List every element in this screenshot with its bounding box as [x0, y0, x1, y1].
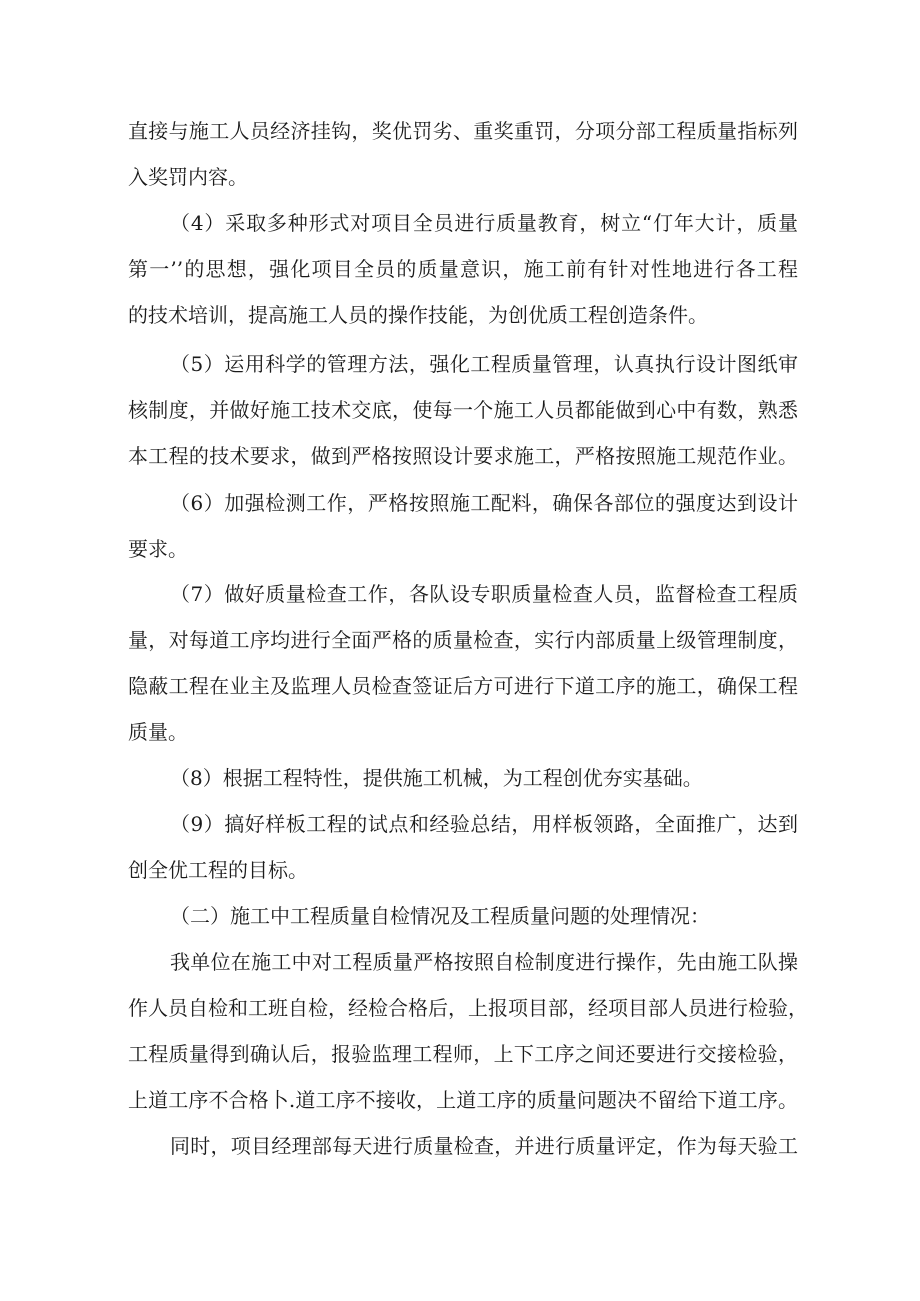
paragraph-line: 直接与施工人员经济挂钩，奖优罚劣、重奖重罚，分项分部工程质量指标列	[128, 119, 798, 143]
paragraph-line: （4）采取多种形式对项目全员进行质量教育，树立“仃年大计，质量	[170, 211, 798, 235]
paragraph-line: 量，对每道工序均进行全面严格的质量检查，实行内部质量上级管理制度，	[128, 628, 798, 652]
paragraph-line: 作人员自检和工班自检，经检合格后，上报项目部，经项目部人员进行检验，	[128, 996, 808, 1020]
paragraph-line: 要求。	[128, 537, 188, 561]
paragraph-line: （8）根据工程特性，提供施工机械，为工程创优夯实基础。	[170, 766, 703, 790]
paragraph-line: （5）运用科学的管理方法，强化工程质量管理，认真执行设计图纸审	[170, 352, 798, 376]
paragraph-line: 本工程的技术要求，做到严格按照设计要求施工，严格按照施工规范作业。	[128, 444, 798, 468]
paragraph-line: （7）做好质量检查工作，各队设专职质量检查人员，监督检查工程质	[170, 582, 798, 606]
paragraph-line: 我单位在施工中对工程质量严格按照自检制度进行操作，先由施工队操	[170, 950, 798, 974]
paragraph-line: 核制度，并做好施工技术交底，使每一个施工人员都能做到心中有数，熟悉	[128, 398, 798, 422]
paragraph-line: 上道工序不合格卜.道工序不接收，上道工序的质量问题决不留给下道工序。	[128, 1088, 798, 1112]
paragraph-line: 工程质量得到确认后，报验监理工程师，上下工序之间还要进行交接检验，	[128, 1042, 798, 1066]
paragraph-line: 同时，项目经理部每天进行质量检查，并进行质量评定，作为每天验工	[170, 1134, 798, 1158]
paragraph-line: （6）加强检测工作，严格按照施工配料，确保各部位的强度达到设计	[170, 491, 798, 515]
paragraph-line: 入奖罚内容。	[128, 165, 248, 189]
paragraph-line: 第一’’的思想，强化项目全员的质量意识，施工前有针对性地进行各工程	[128, 257, 798, 281]
paragraph-line: 的技术培训，提高施工人员的操作技能，为创优质工程创造条件。	[128, 303, 708, 327]
paragraph-line: （9）搞好样板工程的试点和经验总结，用样板领路，全面推广，达到	[170, 812, 798, 836]
paragraph-line: 质量。	[128, 720, 188, 744]
section-heading: （二）施工中工程质量自检情况及工程质量问题的处理情况：	[170, 904, 710, 928]
paragraph-line: 隐蔽工程在业主及监理人员检查签证后方可进行下道工序的施工，确保工程	[128, 674, 798, 698]
paragraph-line: 创全优工程的目标。	[128, 858, 308, 882]
